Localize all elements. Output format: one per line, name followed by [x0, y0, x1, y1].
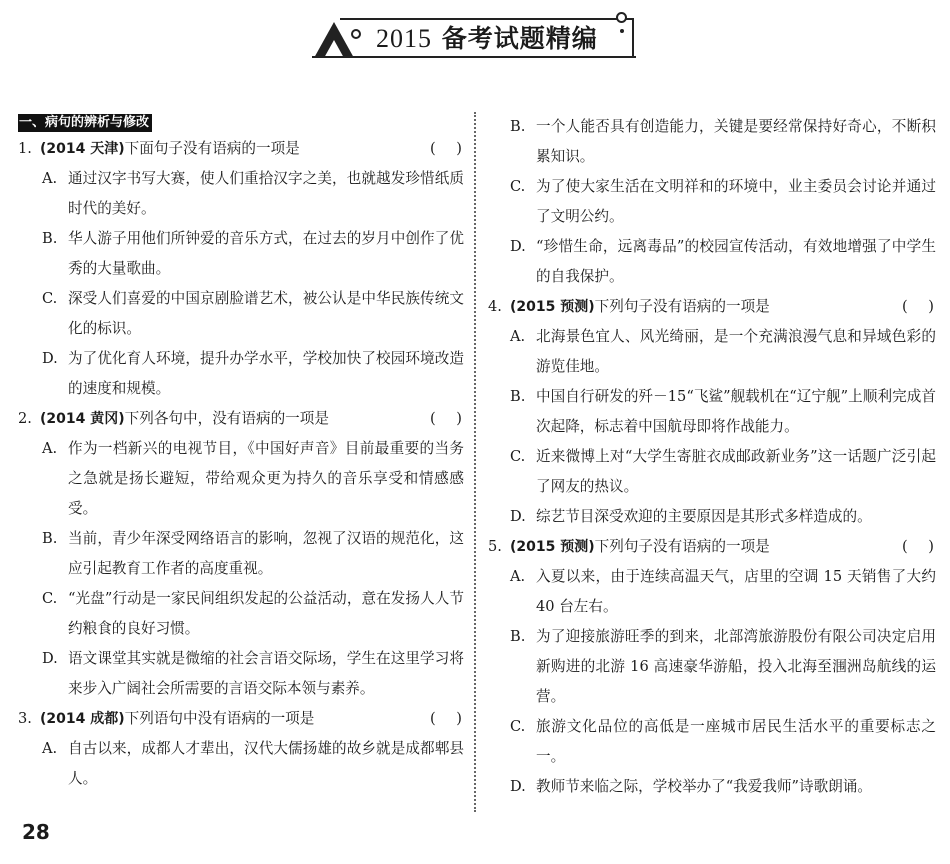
option-text: 旅游文化品位的高低是一座城市居民生活水平的重要标志之一。: [536, 718, 936, 765]
option-a: [488, 562, 936, 622]
option-c: [488, 712, 936, 772]
question-3-continued: [488, 112, 936, 292]
question-head: [18, 404, 464, 434]
option-text: 通过汉字书写大赛，使人们重拾汉字之美，也就越发珍惜纸质时代的美好。: [68, 170, 464, 217]
section-heading: 一、病句的辨析与修改: [18, 114, 152, 132]
question-number: 1.: [18, 140, 32, 157]
pin-icon: [616, 12, 627, 23]
option-label: B.: [42, 530, 58, 547]
option-c: [488, 172, 936, 232]
question-5: [488, 532, 936, 802]
option-b: [488, 112, 936, 172]
option-a: [18, 434, 464, 524]
question-source-tag: (2015 预测): [510, 539, 595, 555]
option-c: [18, 284, 464, 344]
question-source-tag: (2014 天津): [40, 141, 125, 157]
left-column: [18, 110, 464, 794]
question-number: 2.: [18, 410, 32, 427]
option-d: [488, 772, 936, 802]
answer-blank: ( ): [429, 710, 462, 727]
option-b: [488, 622, 936, 712]
answer-blank: ( ): [901, 538, 934, 555]
page-title: [376, 24, 598, 54]
option-text: 一个人能否具有创造能力，关键是要经常保持好奇心，不断积累知识。: [536, 118, 936, 165]
option-text: 为了迎接旅游旺季的到来，北部湾旅游股份有限公司决定启用新购进的北游 16 高速豪华游船，投入北海至涠洲岛航线的运营。: [536, 628, 936, 705]
question-head: [18, 704, 464, 734]
option-text: 北海景色宜人、风光绮丽，是一个充满浪漫气息和异域色彩的游览佳地。: [536, 328, 936, 375]
option-label: A.: [42, 740, 58, 757]
option-label: B.: [510, 118, 526, 135]
title-text: 备考试题精编: [441, 24, 598, 53]
option-d: [18, 644, 464, 704]
question-2: [18, 404, 464, 704]
option-label: A.: [42, 440, 58, 457]
option-text: 教师节来临之际，学校举办了“我爱我师”诗歌朗诵。: [536, 778, 872, 795]
option-text: 近来微博上对“大学生寄脏衣成邮政新业务”这一话题广泛引起了网友的热议。: [536, 448, 936, 495]
column-divider: [474, 112, 476, 812]
option-a: [18, 164, 464, 224]
option-d: [488, 502, 936, 532]
option-label: D.: [510, 508, 526, 525]
option-text: 综艺节目深受欢迎的主要原因是其形式多样造成的。: [536, 508, 872, 525]
option-text: 入夏以来，由于连续高温天气，店里的空调 15 天销售了大约 40 台左右。: [536, 568, 936, 615]
option-text: 为了使大家生活在文明祥和的环境中，业主委员会讨论并通过了文明公约。: [536, 178, 936, 225]
option-text: 中国自行研发的歼－15“飞鲨”舰载机在“辽宁舰”上顺利完成首次起降，标志着中国航母即将作战能力。: [536, 388, 936, 435]
right-column: [488, 112, 936, 802]
question-head: [488, 532, 936, 562]
question-stem: 下列语句中没有语病的一项是: [124, 710, 315, 727]
option-text: “珍惜生命，远离毒品”的校园宣传活动，有效地增强了中学生的自我保护。: [536, 238, 936, 285]
option-label: A.: [510, 328, 526, 345]
option-text: 自古以来，成都人才辈出，汉代大儒扬雄的故乡就是成都郫县人。: [68, 740, 464, 787]
option-text: 为了优化育人环境，提升办学水平，学校加快了校园环境改造的速度和规模。: [68, 350, 464, 397]
option-b: [488, 382, 936, 442]
question-stem: 下面句子没有语病的一项是: [124, 140, 300, 157]
question-number: 4.: [488, 298, 502, 315]
option-label: A.: [510, 568, 526, 585]
question-4: [488, 292, 936, 532]
option-label: B.: [510, 628, 526, 645]
option-label: A.: [42, 170, 58, 187]
option-label: C.: [510, 178, 526, 195]
option-a: [488, 322, 936, 382]
option-c: [488, 442, 936, 502]
question-stem: 下列各句中，没有语病的一项是: [124, 410, 329, 427]
answer-blank: ( ): [901, 298, 934, 315]
question-head: [18, 134, 464, 164]
question-source-tag: (2014 黄冈): [40, 411, 125, 427]
question-1: [18, 134, 464, 404]
question-3: [18, 704, 464, 794]
option-text: “光盘”行动是一家民间组织发起的公益活动，意在发扬人人节约粮食的良好习惯。: [68, 590, 464, 637]
question-source-tag: (2015 预测): [510, 299, 595, 315]
option-text: 当前，青少年深受网络语言的影响，忽视了汉语的规范化，这应引起教育工作者的高度重视。: [68, 530, 464, 577]
option-b: [18, 524, 464, 584]
option-d: [18, 344, 464, 404]
option-label: C.: [510, 448, 526, 465]
option-text: 深受人们喜爱的中国京剧脸谱艺术，被公认是中华民族传统文化的标识。: [68, 290, 464, 337]
option-label: D.: [510, 238, 526, 255]
question-number: 3.: [18, 710, 32, 727]
option-label: D.: [42, 650, 58, 667]
answer-blank: ( ): [429, 410, 462, 427]
option-c: [18, 584, 464, 644]
page-number: 28: [22, 820, 50, 844]
banner-underline: [312, 56, 636, 58]
question-stem: 下列句子没有语病的一项是: [594, 538, 770, 555]
answer-blank: ( ): [429, 140, 462, 157]
title-banner: [312, 12, 638, 60]
option-label: C.: [510, 718, 526, 735]
option-b: [18, 224, 464, 284]
option-label: D.: [42, 350, 58, 367]
option-label: C.: [42, 290, 58, 307]
option-text: 华人游子用他们所钟爱的音乐方式，在过去的岁月中创作了优秀的大量歌曲。: [68, 230, 464, 277]
title-year: 2015: [376, 24, 432, 53]
option-label: B.: [42, 230, 58, 247]
question-stem: 下列句子没有语病的一项是: [594, 298, 770, 315]
option-label: B.: [510, 388, 526, 405]
option-label: C.: [42, 590, 58, 607]
option-label: D.: [510, 778, 526, 795]
question-source-tag: (2014 成都): [40, 711, 125, 727]
pin-dot-icon: [620, 29, 624, 33]
option-text: 语文课堂其实就是微缩的社会言语交际场，学生在这里学习将来步入广阔社会所需要的言语交际本领与素养。: [68, 650, 464, 697]
option-a: [18, 734, 464, 794]
question-number: 5.: [488, 538, 502, 555]
option-text: 作为一档新兴的电视节目，《中国好声音》目前最重要的当务之急就是扬长避短，带给观众更为持久的音乐享受和情感感受。: [68, 440, 464, 517]
option-d: [488, 232, 936, 292]
question-head: [488, 292, 936, 322]
